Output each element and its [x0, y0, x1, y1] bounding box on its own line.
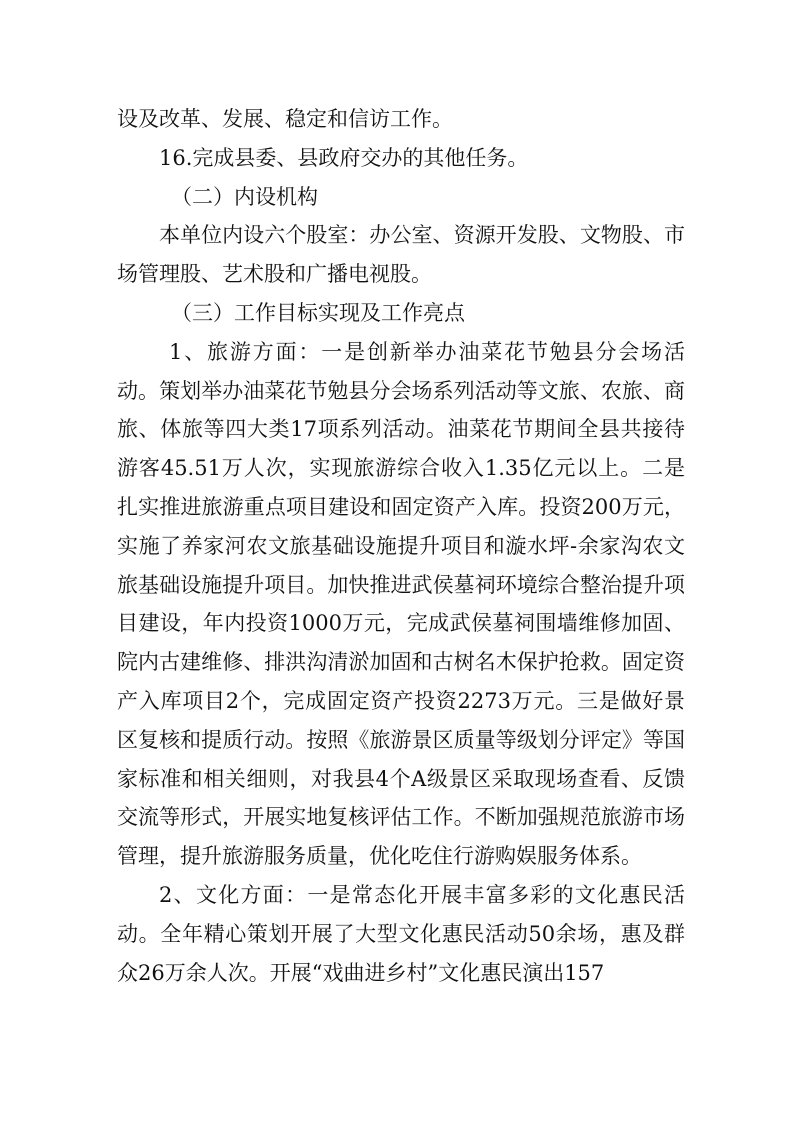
paragraph-internal-structure: 本单位内设六个股室：办公室、资源开发股、文物股、市场管理股、艺术股和广播电视股。 — [117, 223, 685, 287]
paragraph-item-16: 16.完成县委、县政府交办的其他任务。 — [159, 145, 529, 170]
section-heading-internal-structure: （二）内设机构 — [171, 184, 318, 209]
paragraph-continuation: 设及改革、发展、稳定和信访工作。 — [117, 107, 453, 131]
section-heading-work-goals: （三）工作目标实现及工作亮点 — [171, 300, 465, 325]
document-body — [117, 100, 685, 992]
paragraph-tourism: 1、旅游方面：一是创新举办油菜花节勉县分会场活动。策划举办油菜花节勉县分会场系列活动等文旅、农旅、商旅、体旅等四大类17项系列活动。油菜花节期间全县共接待游客45.51万人次，实现旅游综合收入1.35亿元以上。二是扎实推进旅游重点项目建设和固定资产入库。投资200万元，实施了养家河农文旅基础设施提升项目和漩水坪-余家沟农文旅基础设施提升项目。加快推进武侯墓祠环境综合整治提升项目建设，年内投资1000万元，完成武侯墓祠围墙维修加固、院内古建维修、排洪沟清淤加固和古树名木保护抢救。固定资产入库项目2个，完成固定资产投资2273万元。三是做好景区复核和提质行动。按照《旅游景区质量等级划分评定》等国家标准和相关细则，对我县4个A级景区采取现场查看、反馈交流等形式，开展实地复核评估工作。不断加强规范旅游市场管理，提升旅游服务质量，优化吃住行游购娱服务体系。 — [117, 339, 685, 869]
paragraph-culture: 2、文化方面：一是常态化开展丰富多彩的文化惠民活动。全年精心策划开展了大型文化惠民活动50余场，惠及群众26万余人次。开展“戏曲进乡村”文化惠民演出157 — [117, 882, 685, 985]
